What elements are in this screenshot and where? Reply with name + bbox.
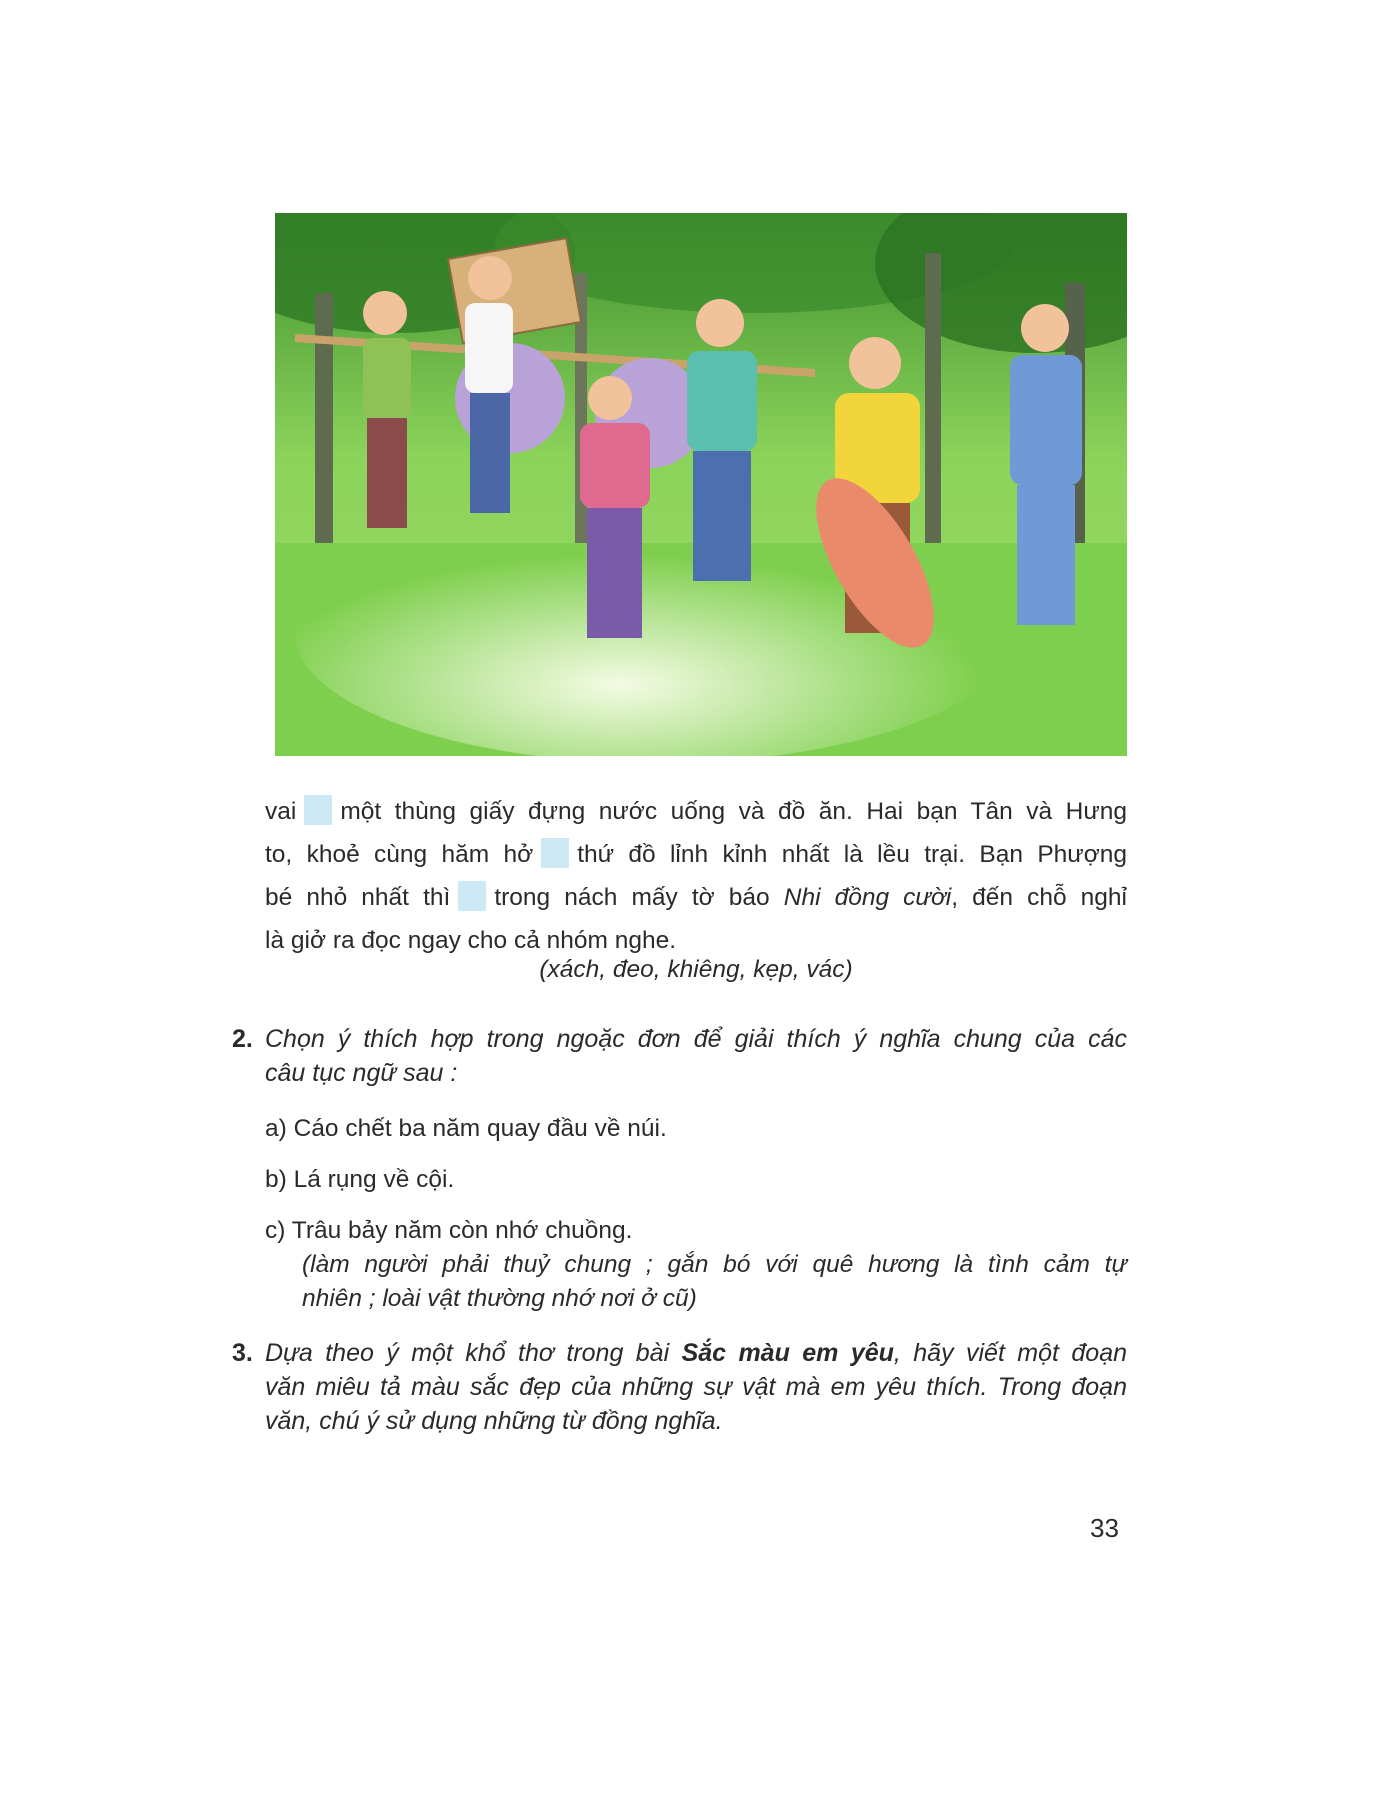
paragraph-text: to, khoẻ cùng hăm hở <box>265 841 534 868</box>
poem-title: Sắc màu em yêu <box>681 1339 894 1367</box>
proverb-b: b) Lá rụng về cội. <box>265 1166 455 1193</box>
word-choices: (xách, đeo, khiêng, kẹp, vác) <box>539 956 853 983</box>
question-2 <box>232 1022 1127 1090</box>
paragraph-text: một thùng giấy đựng nước uống và đồ ăn. Hai bạn Tân và Hưng <box>340 798 1127 825</box>
question-3-prompt <box>265 1336 1127 1438</box>
paragraph-text: trong nách mấy tờ báo <box>494 884 784 911</box>
question-3-line-3: văn, chú ý sử dụng những từ đồng nghĩa. <box>265 1407 723 1435</box>
illustration-children-camping <box>275 213 1127 756</box>
question-number: 3. <box>232 1339 253 1367</box>
answer-blank-1[interactable] <box>304 795 332 825</box>
question-3-line-1 <box>265 1336 1127 1370</box>
illustration-image <box>275 213 1127 756</box>
proverb-a: a) Cáo chết ba năm quay đầu về núi. <box>265 1115 667 1142</box>
question-3 <box>232 1336 1127 1438</box>
answer-blank-2[interactable] <box>541 838 569 868</box>
paragraph-line-3 <box>265 876 1127 919</box>
meaning-options-line-1: (làm người phải thuỷ chung ; gắn bó với quê hương là tình cảm tự <box>302 1251 1127 1278</box>
question-text: , hãy viết một đoạn <box>893 1339 1128 1367</box>
question-number: 2. <box>232 1025 253 1053</box>
proverb-c: c) Trâu bảy năm còn nhớ chuồng. <box>265 1217 633 1244</box>
paragraph-line-1 <box>265 790 1127 833</box>
page-number: 33 <box>1090 1513 1119 1543</box>
meaning-options-line-2: nhiên ; loài vật thường nhớ nơi ở cũ) <box>302 1285 697 1312</box>
meaning-options <box>302 1248 1127 1316</box>
question-2-line-1: Chọn ý thích hợp trong ngoặc đơn để giải thích ý nghĩa chung của các <box>265 1025 1127 1053</box>
paragraph-text: , đến chỗ nghỉ <box>951 884 1127 911</box>
newspaper-title: Nhi đồng cười <box>783 884 952 911</box>
question-2-line-2: câu tục ngữ sau : <box>265 1059 458 1087</box>
paragraph-line-2 <box>265 833 1127 876</box>
paragraph-text: bé nhỏ nhất thì <box>265 884 451 911</box>
paragraph-text: thứ đồ lỉnh kỉnh nhất là lều trại. Bạn Phượng <box>577 841 1128 868</box>
question-text: Dựa theo ý một khổ thơ trong bài <box>265 1339 682 1367</box>
paragraph-text: vai <box>265 798 297 825</box>
answer-blank-3[interactable] <box>458 881 486 911</box>
paragraph-text: là giở ra đọc ngay cho cả nhóm nghe. <box>265 927 677 954</box>
question-2-prompt <box>265 1022 1127 1090</box>
question-3-line-2: văn miêu tả màu sắc đẹp của những sự vật mà em yêu thích. Trong đoạn <box>265 1373 1127 1401</box>
exercise-paragraph <box>265 790 1127 962</box>
